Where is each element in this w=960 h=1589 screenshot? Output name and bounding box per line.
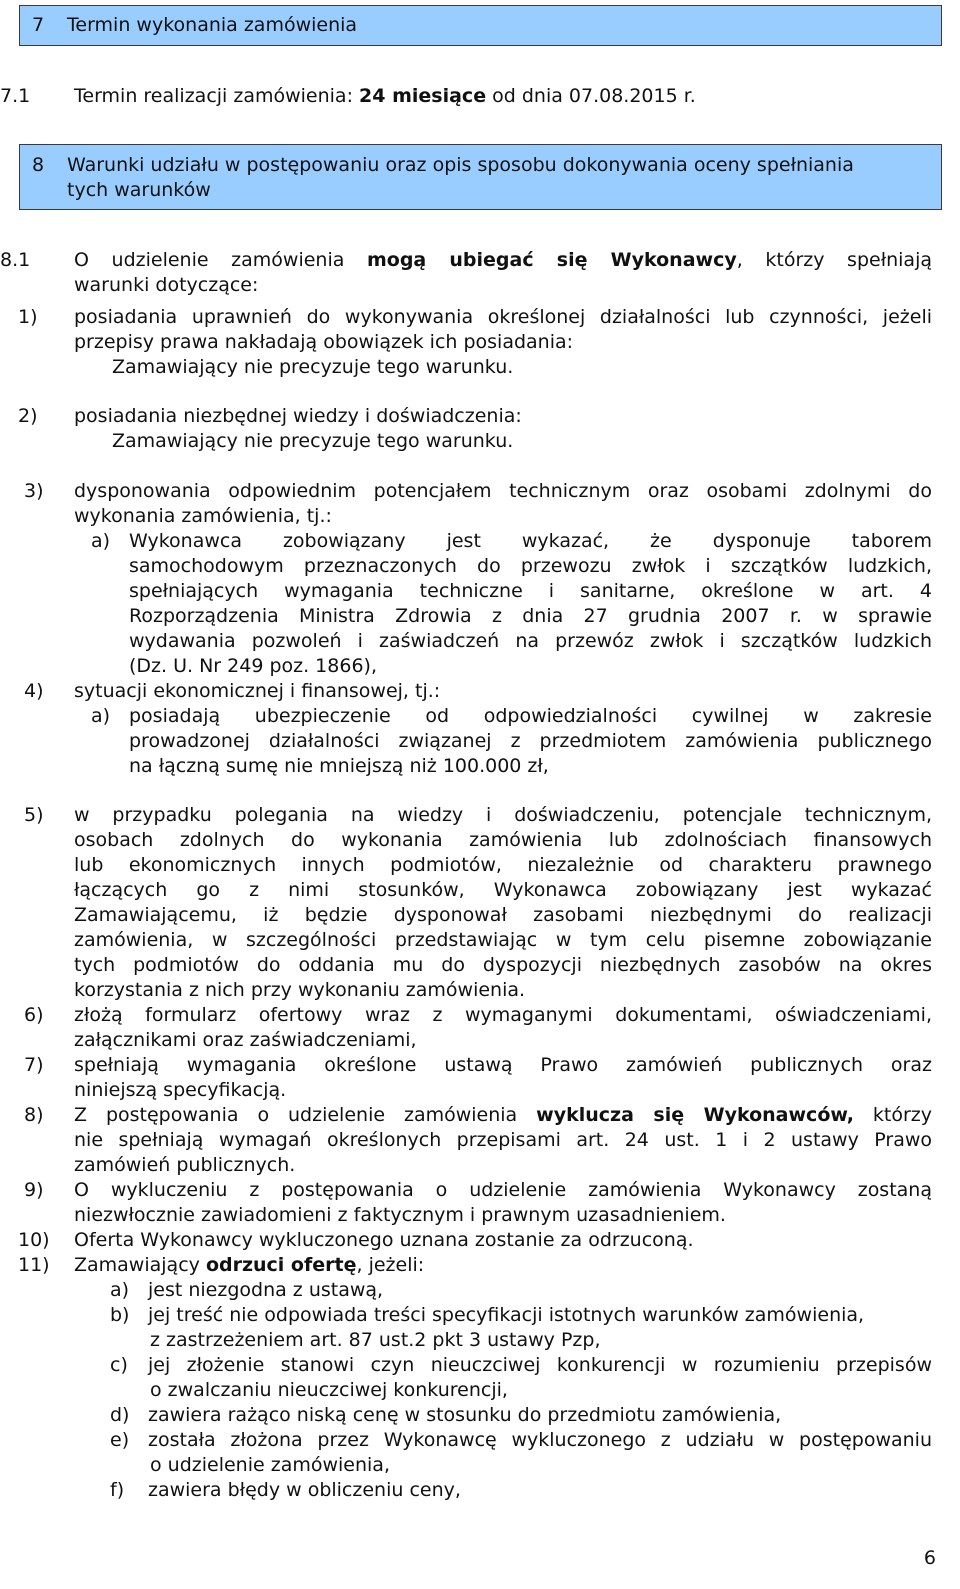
item-11c-line2: o zwalczaniu nieuczciwej konkurencji, [150, 1379, 508, 1401]
item-11e-line1: została złożona przez Wykonawcę wykluczonego z udziału w postępowaniu [148, 1429, 932, 1451]
item-1-line1: posiadania uprawnień do wykonywania określonej działalności lub czynności, jeżeli [74, 306, 932, 328]
item-11e-line2: o udzielenie zamówienia, [150, 1454, 390, 1476]
clause-7-1-number: 7.1 [0, 85, 31, 107]
item-6-line1: złożą formularz ofertowy wraz z wymaganymi dokumentami, oświadczeniami, [74, 1004, 932, 1026]
item-11f-number: f) [110, 1479, 125, 1501]
clause-8-1-text: O udzielenie zamówienia mogą ubiegać się Wykonawcy, którzy spełniają [74, 249, 932, 271]
item-11a-line1: jest niezgodna z ustawą, [148, 1279, 384, 1301]
item-5-line7: tych podmiotów do oddania mu do dyspozycji niezbędnych zasobów na okres [74, 954, 932, 976]
item-4a-line3: na łączną sumę nie mniejszą niż 100.000 zł, [129, 755, 549, 777]
section-7-number: 7 [32, 14, 45, 36]
item-11c-number: c) [110, 1354, 128, 1376]
item-2-line1: posiadania niezbędnej wiedzy i doświadczenia: [74, 405, 522, 427]
item-3-line2: wykonania zamówienia, tj.: [74, 505, 332, 527]
item-6-number: 6) [24, 1004, 44, 1026]
item-7-number: 7) [24, 1054, 44, 1076]
item-9-line2: niezwłocznie zawiadomieni z faktycznym i prawnym uzasadnieniem. [74, 1204, 726, 1226]
item-4a-line2: prowadzonej działalności związanej z przedmiotem zamówienia publicznego [129, 730, 932, 752]
item-8-line2: nie spełniają wymagań określonych przepisami art. 24 ust. 1 i 2 ustawy Prawo [74, 1129, 932, 1151]
item-5-line1: w przypadku polegania na wiedzy i doświadczeniu, potencjale technicznym, [74, 804, 932, 826]
item-6-line2: załącznikami oraz zaświadczeniami, [74, 1029, 417, 1051]
item-4a-line1: posiadają ubezpieczenie od odpowiedzialności cywilnej w zakresie [129, 705, 932, 727]
item-11d-number: d) [110, 1404, 130, 1426]
item-8-line1: Z postępowania o udzielenie zamówienia wyklucza się Wykonawców, którzy [74, 1104, 932, 1126]
item-11e-number: e) [110, 1429, 130, 1451]
item-5-line4: łączących go z nimi stosunków, Wykonawca zobowiązany jest wykazać [74, 879, 932, 901]
item-11a-number: a) [110, 1279, 130, 1301]
item-5-line3: lub ekonomicznych innych podmiotów, niezależnie od charakteru prawnego [74, 854, 932, 876]
clause-8-1-text-line2: warunki dotyczące: [74, 274, 259, 296]
item-5-line6: zamówienia, w szczególności przedstawiając w tym celu pisemne zobowiązanie [74, 929, 932, 951]
item-11b-line1: jej treść nie odpowiada treści specyfikacji istotnych warunków zamówienia, [148, 1304, 865, 1326]
page-number: 6 [923, 1547, 936, 1569]
item-11d-line1: zawiera rażąco niską cenę w stosunku do przedmiotu zamówienia, [148, 1404, 782, 1426]
item-5-line5: Zamawiającemu, iż będzie dysponował zasobami niezbędnymi do realizacji [74, 904, 932, 926]
item-7-line2: niniejszą specyfikacją. [74, 1079, 287, 1101]
item-5-number: 5) [24, 804, 44, 826]
item-5-line8: korzystania z nich przy wykonaniu zamówienia. [74, 979, 526, 1001]
item-3a-line2: samochodowym przeznaczonych do przewozu zwłok i szczątków ludzkich, [129, 555, 932, 577]
section-8-header [19, 144, 942, 210]
item-11-line1: Zamawiający odrzuci ofertę, jeżeli: [74, 1254, 425, 1276]
item-4a-number: a) [91, 705, 111, 727]
item-11-number: 11) [18, 1254, 50, 1276]
item-9-number: 9) [24, 1179, 44, 1201]
item-11c-line1: jej złożenie stanowi czyn nieuczciwej konkurencji w rozumieniu przepisów [148, 1354, 932, 1376]
section-8-title-line2: tych warunków [67, 179, 211, 201]
item-11b-line2: z zastrzeżeniem art. 87 ust.2 pkt 3 ustawy Pzp, [150, 1329, 601, 1351]
section-8-title-line1: Warunki udziału w postępowaniu oraz opis sposobu dokonywania oceny spełniania [67, 154, 854, 176]
item-3a-line5: wydawania pozwoleń i zaświadczeń na przewóz zwłok i szczątków ludzkich [129, 630, 932, 652]
item-4-number: 4) [24, 680, 44, 702]
item-10-number: 10) [18, 1229, 50, 1251]
section-7-title: Termin wykonania zamówienia [67, 14, 358, 36]
item-9-line1: O wykluczeniu z postępowania o udzielenie zamówienia Wykonawcy zostaną [74, 1179, 932, 1201]
item-1-line2: przepisy prawa nakładają obowiązek ich posiadania: [74, 331, 574, 353]
item-3a-line3: spełniających wymagania techniczne i sanitarne, określone w art. 4 [129, 580, 932, 602]
item-4-line1: sytuacji ekonomicznej i finansowej, tj.: [74, 680, 441, 702]
section-7-header [19, 5, 942, 46]
item-2-number: 2) [18, 405, 38, 427]
item-3a-line4: Rozporządzenia Ministra Zdrowia z dnia 27 grudnia 2007 r. w sprawie [129, 605, 932, 627]
clause-8-1-number: 8.1 [0, 249, 31, 271]
item-10-line1: Oferta Wykonawcy wykluczonego uznana zostanie za odrzuconą. [74, 1229, 694, 1251]
item-2-line2: Zamawiający nie precyzuje tego warunku. [112, 430, 514, 452]
item-7-line1: spełniają wymagania określone ustawą Prawo zamówień publicznych oraz [74, 1054, 932, 1076]
item-11f-line1: zawiera błędy w obliczeniu ceny, [148, 1479, 461, 1501]
item-3a-number: a) [91, 530, 111, 552]
item-1-line3: Zamawiający nie precyzuje tego warunku. [112, 356, 514, 378]
section-8-number: 8 [32, 154, 45, 176]
item-5-line2: osobach zdolnych do wykonania zamówienia lub zdolnościach finansowych [74, 829, 932, 851]
item-3a-line1: Wykonawca zobowiązany jest wykazać, że dysponuje taborem [129, 530, 932, 552]
item-3-line1: dysponowania odpowiednim potencjałem technicznym oraz osobami zdolnymi do [74, 480, 932, 502]
item-11b-number: b) [110, 1304, 130, 1326]
item-3-number: 3) [24, 480, 44, 502]
clause-7-1-text: Termin realizacji zamówienia: 24 miesiące od dnia 07.08.2015 r. [74, 85, 696, 107]
item-8-line3: zamówień publicznych. [74, 1154, 296, 1176]
item-8-number: 8) [24, 1104, 44, 1126]
item-3a-line6: (Dz. U. Nr 249 poz. 1866), [129, 655, 377, 677]
item-1-number: 1) [18, 306, 38, 328]
